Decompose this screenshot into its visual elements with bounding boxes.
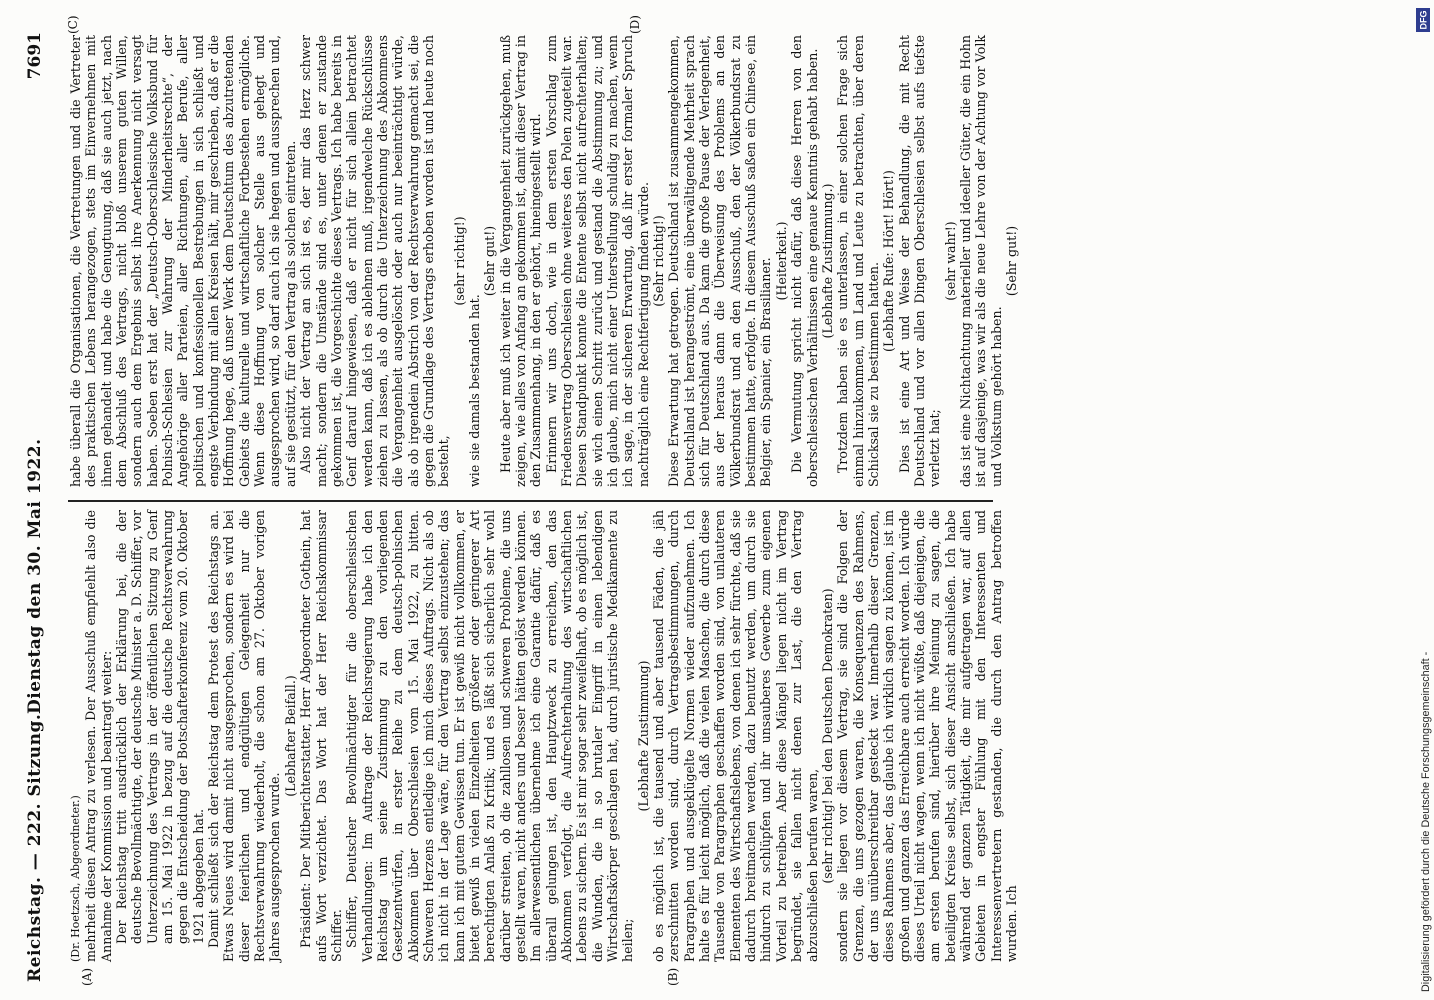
paragraph: Also nicht der Vertrag an sich ist es, der mir das Herz schwer macht; sondern die Umstände sind es, unter denen er zustande gekommen ist, die Vorgeschichte dieses Vertrags. Ich habe bereits in Genf darauf hingewiesen, daß er nicht für sich allein betrachtet werden kann, daß ich es ablehnen muß, irgendwelche Rückschlüsse ziehen zu lassen, als ob durch die Unterzeichnung des Abkommens die Vergangenheit ausgelöscht oder auch nur beeinträchtigt würde, als ob irgendein Abstrich von der Rechtsverwahrung gemacht sei, die gegen die Grundlage des Vertrags erhoben worden ist und heute noch besteht,: [298, 35, 452, 487]
paragraph: Der Reichstag tritt ausdrücklich der Erklärung bei, die der deutsche Bevollmächtigte, der deutsche Minister a. D. Schiffer, vor Unterzeichnung des Vertrags in der öffentlichen Sitzung zu Genf am 15. Mai 1922 in bezug auf die deutsche Rechtsverwahrung gegen die Entscheidung der Botschafterkonferenz vom 20. Oktober 1921 abgegeben hat.: [114, 510, 206, 944]
interjection: (Sehr gut!): [482, 225, 498, 297]
digitization-imprint: [1410, 8, 1430, 992]
interjection: (Sehr gut!): [1003, 225, 1019, 297]
paragraph: Diese Erwartung hat getrogen. Deutschland ist zusammengekommen, Deutschland ist herangeströmt, eine überwältigende Mehrheit sprach sich für Deutschland aus. Da kam die große Pause der Verlegenheit, aus der heraus dann die Überweisung des Problems an den Völkerbundsrat und an den Ausschuß, den der Völkerbundsrat zu bestimmen hatte, erfolgte. In diesem Ausschuß saßen ein Chinese, ein Belgier, ein Spanier, ein Brasilianer.: [666, 35, 774, 487]
paragraph: (Dr. Hoetzsch, Abgeordneter.): [69, 795, 82, 962]
interjection: (sehr wahr!): [942, 221, 958, 301]
margin-mark-a: (A): [80, 967, 94, 986]
paragraph: wie sie damals bestanden hat.: [466, 294, 482, 487]
header-session: Reichstag. — 222. Sitzung.: [25, 713, 45, 982]
paragraph: Heute aber muß ich weiter in die Vergangenheit zurückgehen, muß zeigen, wie alles von Anfang an gekommen ist, damit dieser Vertrag in den Zusammenhang, in den er gehört, hineingestellt wird.: [497, 35, 544, 487]
paragraph: mehrheit diesen Antrag zu verlesen. Der Ausschuß empfiehlt also die Annahme der Kommission und beantragt weiter:: [83, 510, 114, 962]
rotated-newspaper-page: [8, 15, 1410, 992]
margin-mark-d: (D): [628, 15, 642, 34]
paragraph: Schiffer, Deutscher Bevollmächtigter für die oberschlesischen Verhandlungen: Im Auftrage der Reichsregierung habe ich den Reichstag um seine Zustimmung zu den vorliegenden Gesetzentwürfen, in erster Reihe zu dem deutsch-polnischen Abkommen über Oberschlesien vom 15. Mai 1922, zu bitten. Schweren Herzens entledige ich mich dieses Auftrags. Nicht als ob ich nicht in der Lage wäre, für den Vertrag selbst einzustehen; das kann ich mit gutem Gewissen tun. Er ist gewiß nicht vollkommen, er bietet gewiß in vielen Einzelheiten größerer oder geringerer Art berechtigten Anlaß zu Kritik; und es läßt sich sicherlich sehr wohl darüber streiten, ob die zahllosen und schweren Probleme, die uns gestellt waren, nicht anders und besser hätten gelöst werden können. Im allerwesentlichen übernehme ich eine Garantie dafür, daß es überall gelungen ist, den Hauptzweck zu erreichen, den das Abkommen verfolgt, die Aufrechterhaltung des wirtschaftlichen Lebens zu sichern. Es ist mir sogar sehr zweifelhaft, ob es möglich ist, die Wunden, die in so brutaler Eingriff in einen lebendigen Wirtschaftskörper geschlagen hat, durch juristische Medikamente zu heilen;: [344, 510, 636, 962]
interjection: (sehr richtig! bei den Deutschen Demokraten): [819, 588, 835, 884]
interjection: (Lebhafte Zustimmung): [635, 660, 651, 812]
column-divider: [68, 500, 993, 502]
margin-mark-b: (B): [666, 967, 680, 986]
paragraph: Präsident: Der Mitberichterstatter, Herr Abgeordneter Gothein, hat aufs Wort verzichtet. Das Wort hat der Herr Reichskommissar Schiffer.: [298, 510, 344, 962]
paragraph: Damit schließt sich der Reichstag dem Protest des Reichstags an. Etwas Neues wird damit nicht ausgesprochen, sondern es wird bei dieser feierlichen und endgültigen Gelegenheit nur die Rechtsverwahrung wiederholt, die schon am 27. Oktober vorigen Jahres ausgesprochen wurde.: [206, 510, 283, 962]
interjection: (sehr richtig!): [451, 216, 467, 306]
header-page-number: 7691: [25, 32, 45, 80]
interjection: (Lebhafter Beifall.): [282, 675, 298, 797]
margin-mark-c: (C): [66, 15, 80, 34]
paragraph: habe überall die Organisationen, die Vertretungen und die Vertreter des praktischen Lebens herangezogen, stets im Einvernehmen mit ihnen gehandelt und habe die Genugtuung, daß sie auch jetzt, nach dem Abschluß des Vertrags, nicht bloß unserem guten Willen, sondern auch dem Ergebnis selbst ihre Anerkennung nicht versagt haben. Soeben erst hat der „Deutsch-Oberschlesische Volksbund für Polnisch-Schlesien zur Wahrung der Minderheitsrechte“, der Angehörige aller Parteien, aller Richtungen, aller Berufe, aller politischen und konfessionellen Bestrebungen in sich schließt und engste Verbindung mit allen Kreisen hält, mir geschrieben, daß er die Hoffnung hege, daß unser Werk dem Deutschtum des abzutretenden Gebiets die kulturelle und wirtschaftliche Fortbestehen ermögliche. Wenn diese Hoffnung von solcher Stelle aus gehegt und ausgesprochen wird, so darf auch ich sie hegen und aussprechen und, auf sie gestützt, für den Vertrag als solchen eintreten.: [68, 35, 298, 487]
imprint-text: Digitalisierung gefördert durch die Deutsche Forschungsgemeinschaft -: [1420, 651, 1432, 992]
paragraph: Trotzdem haben sie es unterlassen, in einer solchen Frage sich einmal hinzukommen, um Land und Leute zu betrachten, über deren Schicksal sie zu bestimmen hatten.: [835, 35, 881, 487]
paragraph: ob es möglich ist, die tausend und aber tausend Fäden, die jäh zerschnitten worden sind, durch Vertragsbestimmungen, durch Paragraphen und ausgeklügelte Normen wieder aufzunehmen. Ich halte es für leicht möglich, daß die vielen Maschen, die durch diese Tausende von Paragraphen geschaffen worden sind, von unlauteren Elementen des Wirtschaftslebens, von denen ich sehr fürchte, daß sie dadurch breitmachen werden, dazu benutzt werden, um durch sie hindurch zu schlüpfen und ihr unsauberes Gewerbe zum eigenen Vorteil zu betreiben. Aber diese Mängel liegen nicht im Vertrag begründet, sie fallen nicht denen zur Last, die den Vertrag abzuschließen berufen waren,: [651, 510, 820, 962]
left-text-column: [68, 510, 1019, 962]
interjection: (Lebhafte Rufe: Hört! Hört!): [881, 170, 897, 352]
paragraph: Dies ist eine Art und Weise der Behandlung, die mit Recht Deutschland und vor allen Dingen Oberschlesien selbst aufs tiefste verletzt hat;: [896, 35, 943, 487]
right-text-column: [68, 35, 1019, 487]
interjection: (Sehr richtig!): [651, 215, 667, 307]
page-header: [20, 24, 60, 992]
interjection: (Heiterkeit.): [773, 221, 789, 301]
paragraph: sondern sie liegen vor diesem Vertrag, sie sind die Folgen der Grenzen, die uns gezogen waren, die Konsequenzen des Rahmens, der uns unüberschreitbar gesteckt war. Innerhalb dieser Grenzen, dieses Rahmens aber, das glaube ich wirklich sagen zu können, ist im großen und ganzen das Erreichbare auch erreicht worden. Ich würde dieses Urteil nicht wagen, wenn ich nicht wüßte, daß diejenigen, die am ersten berufen sind, hierüber ihre Meinung zu sagen, die beteiligten Kreise selbst, sich dieser Ansicht anschließen. Ich habe während der ganzen Tätigkeit, die mir aufgetragen war, auf allen Gebieten in engster Fühlung mit den Interessenten und Interessenvertretern gestanden, die durch den Antrag betroffen wurden. Ich: [835, 510, 1019, 962]
dfg-logo: [1416, 8, 1430, 32]
paragraph: Die Vermutung spricht nicht dafür, daß diese Herren von den oberschlesischen Verhältnissen eine genaue Kenntnis gehabt haben.: [789, 35, 820, 487]
paragraph: das ist eine Nichtachtung materieller und ideeller Güter, die ein Hohn ist auf dasjenige, was wir als die neue Lehre von der Achtung vor Volk und Volkstum gehört haben.: [957, 35, 1004, 487]
paragraph: Erinnern wir uns doch, wie in dem ersten Vorschlag zum Friedensvertrag Oberschlesien ohne weiteres den Polen zugeteilt war. Diesen Standpunkt konnte die Entente selbst nicht aufrechterhalten; sie wich einen Schritt zurück und gestand die Abstimmung zu; und ich glaube, mich nicht einer Unterstellung schuldig zu machen, wenn ich sage, in der sicheren Erwartung, daß ihr erster formaler Spruch nachträglich eine Rechtfertigung finden würde.: [543, 35, 651, 487]
dfg-logo-text: DFG: [1418, 10, 1428, 30]
header-date: Dienstag den 30. Mai 1922.: [25, 438, 45, 714]
interjection: (Lebhafte Zustimmung.): [819, 183, 835, 339]
